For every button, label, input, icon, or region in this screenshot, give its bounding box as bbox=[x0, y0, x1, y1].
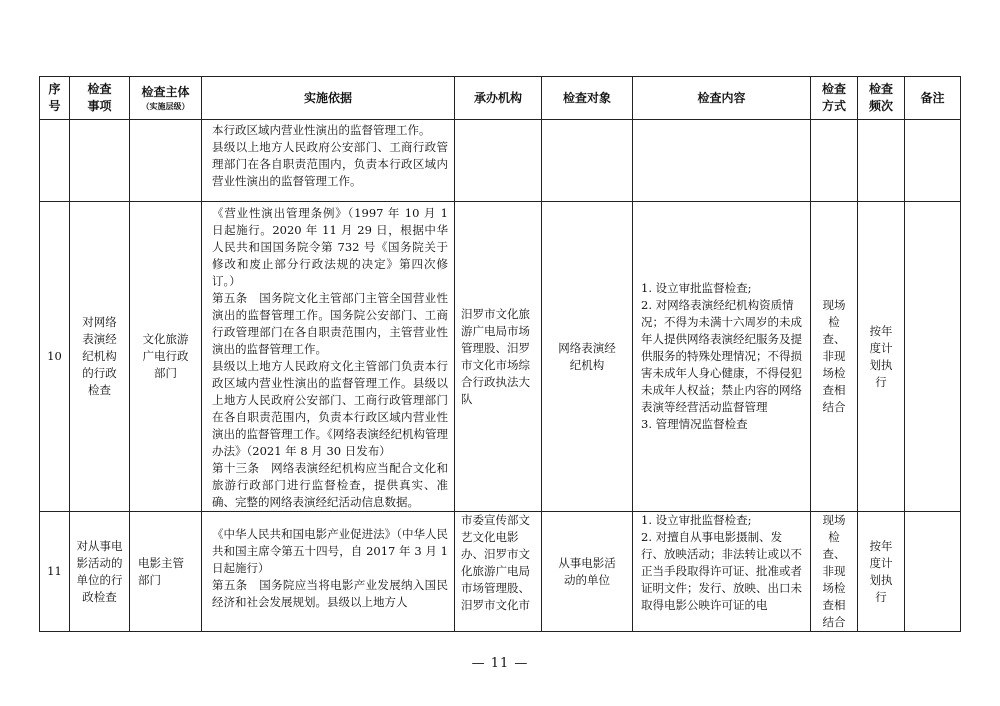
basis-paragraph: 县级以上地方人民政府文化主管部门负责本行政区域内营业性演出的监督管理工作。县级以上地方人民政府公安部门、工商行政管理部门在各自职责范围内，负责本行政区域内营业性演出的监督管理工作。《网络表演经纪机构管理办法》（2021 年 8 月 30 日发布） bbox=[212, 359, 448, 458]
row-freq: 按年度计划执行 bbox=[858, 202, 905, 512]
header-subject bbox=[130, 77, 202, 120]
header-note: 备注 bbox=[905, 77, 961, 120]
row-org: 汨罗市文化旅游广电局市场管理股、汨罗市文化市场综合行政执法大队 bbox=[455, 202, 542, 512]
row-org-text: 市委宣传部文艺文化电影办、汨罗市文化旅游广电局市场管理股、汨罗市文化市 bbox=[461, 513, 530, 612]
table-row-continued bbox=[40, 120, 961, 202]
content-item: 2. 对擅自从事电影摄制、发行、放映活动；非法转让或以不正当手段取得许可证、批准或者证明文件；发行、放映、出口未取得电影公映许可证的电 bbox=[641, 530, 802, 612]
row-item: 对网络表演经纪机构的行政检查 bbox=[70, 202, 130, 512]
row-method: 现场检查、非现场检查相结合 bbox=[811, 202, 858, 512]
header-content: 检查内容 bbox=[633, 77, 811, 120]
row-method: 现场检查、非现场检查相结合 bbox=[811, 512, 858, 632]
row-note bbox=[905, 202, 961, 512]
header-subject-sub: （实施层级） bbox=[141, 101, 190, 111]
content-cell bbox=[633, 512, 811, 632]
basis-paragraph: 本行政区域内营业性演出的监督管理工作。 bbox=[212, 123, 431, 137]
basis-paragraph: 县级以上地方人民政府公安部门、工商行政管理部门在各自职责范围内，负责本行政区域内营业性演出的监督管理工作。 bbox=[212, 140, 448, 188]
page-number: — 11 — bbox=[471, 656, 529, 671]
row-item: 对从事电影活动的单位的行政检查 bbox=[70, 512, 130, 632]
inspection-table bbox=[39, 76, 961, 632]
content-cell bbox=[633, 202, 811, 512]
row-seq: 11 bbox=[40, 512, 70, 632]
basis-cell bbox=[202, 202, 455, 512]
header-basis: 实施依据 bbox=[202, 77, 455, 120]
content-item: 2. 对网络表演经纪机构资质情况；不得为未满十六周岁的未成年人提供网络表演经纪服务及提供服务的特殊处理情况；不得损害未成年人身心健康，不得侵犯未成年人权益；禁止内容的网络表演等经营活动监督管理 bbox=[641, 298, 802, 414]
row-target: 从事电影活动的单位 bbox=[542, 512, 633, 632]
row-subject: 文化旅游广电行政部门 bbox=[130, 202, 202, 512]
row-freq: 按年度计划执行 bbox=[858, 512, 905, 632]
content-item: 1. 设立审批监督检查; bbox=[641, 281, 752, 295]
header-org: 承办机构 bbox=[455, 77, 542, 120]
basis-paragraph: 第五条 国务院文化主管部门主管全国营业性演出的监督管理工作。国务院公安部门、工商行政管理部门在各自职责范围内，主管营业性演出的监督管理工作。 bbox=[212, 291, 448, 356]
basis-cell bbox=[202, 120, 455, 202]
content-item: 3. 管理情况监督检查 bbox=[641, 417, 748, 431]
header-subject-label: 检查主体 bbox=[141, 85, 190, 99]
header-item: 检查事项 bbox=[70, 77, 130, 120]
row-note bbox=[905, 512, 961, 632]
header-seq: 序号 bbox=[40, 77, 70, 120]
basis-cell bbox=[202, 512, 455, 632]
basis-paragraph: 第十三条 网络表演经纪机构应当配合文化和旅游行政部门进行监督检查，提供真实、准确、完整的网络表演经纪活动信息数据。 bbox=[212, 461, 448, 509]
basis-paragraph: 第五条 国务院应当将电影产业发展纳入国民经济和社会发展规划。县级以上地方人 bbox=[212, 578, 448, 609]
row-seq: 10 bbox=[40, 202, 70, 512]
header-freq: 检查频次 bbox=[858, 77, 905, 120]
basis-paragraph: 《营业性演出管理条例》（1997 年 10 月 1 日起施行。2020 年 11 月 29 日，根据中华人民共和国国务院令第 732 号《国务院关于修改和废止部分行政法规的决定》第四次修订。） bbox=[212, 206, 448, 288]
row-org bbox=[455, 512, 542, 632]
table-row bbox=[40, 512, 961, 632]
row-subject: 电影主管部门 bbox=[130, 512, 202, 632]
row-target: 网络表演经纪机构 bbox=[542, 202, 633, 512]
table-header-row bbox=[40, 77, 961, 120]
content-item: 1. 设立审批监督检查; bbox=[641, 513, 752, 527]
header-method: 检查方式 bbox=[811, 77, 858, 120]
basis-paragraph: 《中华人民共和国电影产业促进法》（中华人民共和国主席令第五十四号，自 2017 年 3 月 1 日起施行） bbox=[212, 527, 448, 575]
header-target: 检查对象 bbox=[542, 77, 633, 120]
table-row bbox=[40, 202, 961, 512]
